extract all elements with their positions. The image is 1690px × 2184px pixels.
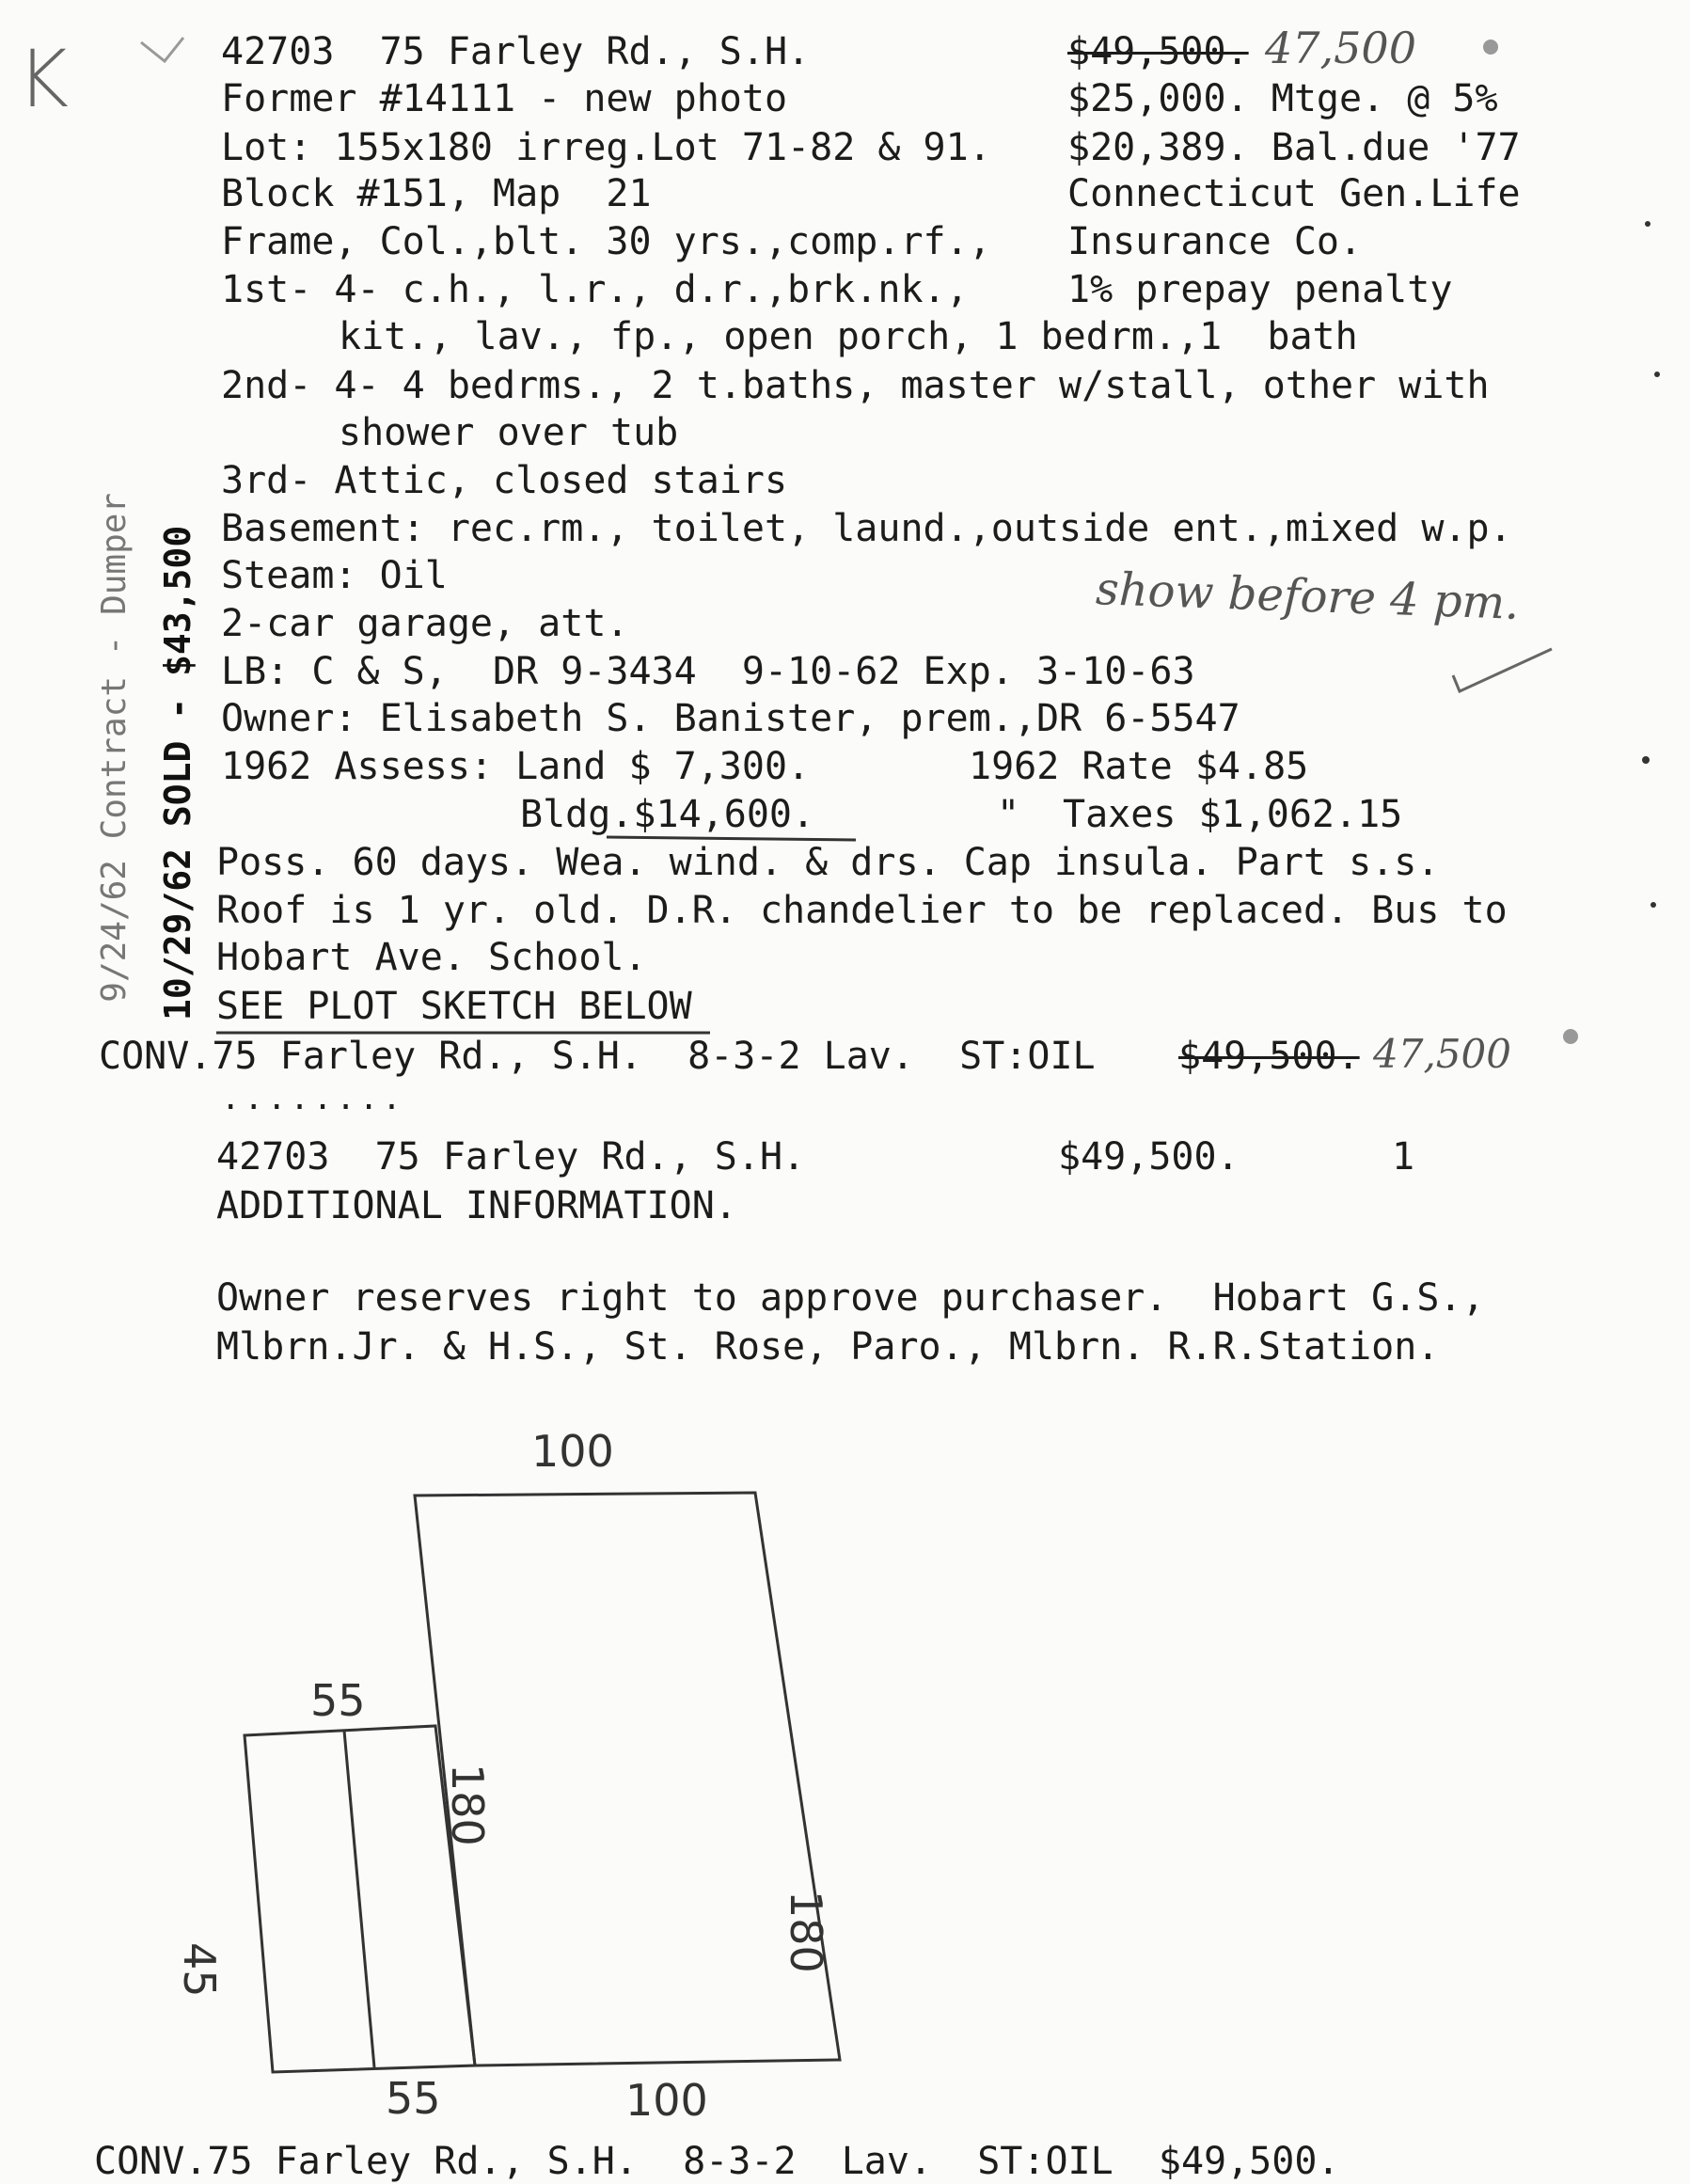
original-price: $49,500. (1067, 30, 1249, 73)
block-info: Block #151, Map 21 (221, 172, 652, 215)
handwritten-note: show before 4 pm. (1095, 562, 1521, 630)
conv-original-price: $49,500. (1178, 1035, 1360, 1078)
roof-info: Roof is 1 yr. old. D.R. chandelier to be replaced. Bus to (216, 889, 1508, 932)
balance-due: $20,389. Bal.due '77 (1067, 126, 1521, 169)
assess-bldg: Bldg.$14,600. (520, 793, 815, 836)
dim-right: 180 (781, 1891, 831, 1973)
see-plot-note: SEE PLOT SKETCH BELOW (216, 985, 692, 1028)
dim-left-side: 45 (174, 1942, 225, 1998)
garage-info: 2-car garage, att. (221, 602, 629, 645)
dim-bottom-right: 100 (625, 2075, 708, 2126)
lot-info: Lot: 155x180 irreg.Lot 71-82 & 91. (221, 126, 991, 169)
mortgage-info: $25,000. Mtge. @ 5% (1067, 77, 1498, 120)
additional-line-2: Mlbrn.Jr. & H.S., St. Rose, Paro., Mlbrn. R.R.Station. (216, 1325, 1440, 1369)
dim-middle: 180 (442, 1764, 493, 1846)
former-listing: Former #14111 - new photo (221, 77, 788, 120)
dim-top: 100 (531, 1426, 614, 1477)
listing-broker: LB: C & S, DR 9-3434 9-10-62 Exp. 3-10-63 (221, 650, 1195, 693)
second-floor-a: 2nd- 4- 4 bedrms., 2 t.baths, master w/stall, other with (221, 364, 1490, 407)
corner-letter: K (17, 33, 70, 125)
sale-stamp: 9/24/62 Contract - Dumper 10/29/62 SOLD - $43,500 (95, 492, 198, 1021)
third-floor: 3rd- Attic, closed stairs (221, 459, 788, 502)
dim-bottom-left: 55 (386, 2073, 441, 2124)
assess-rate: 1962 Rate $4.85 (969, 745, 1309, 788)
additional-heading: ADDITIONAL INFORMATION. (216, 1184, 737, 1227)
additional-line-1: Owner reserves right to approve purchaser. Hobart G.S., (216, 1276, 1485, 1320)
listing-id-line: 42703 75 Farley Rd., S.H. (221, 30, 811, 73)
conv-revised-price: 47,500 (1373, 1031, 1511, 1077)
owner-info: Owner: Elisabeth S. Banister, prem.,DR 6-5547 (221, 697, 1240, 740)
second-floor-b: shower over tub (339, 411, 679, 454)
additional-id-line: 42703 75 Farley Rd., S.H. (216, 1135, 806, 1179)
first-floor-b: kit., lav., fp., open porch, 1 bedrm.,1 bath (339, 315, 1358, 358)
conv-dots: ........ (221, 1080, 405, 1117)
basement-info: Basement: rec.rm., toilet, laund.,outside ent.,mixed w.p. (221, 507, 1512, 550)
lender-line-b: Insurance Co. (1067, 220, 1363, 263)
first-floor-a: 1st- 4- c.h., l.r., d.r.,brk.nk., (221, 268, 969, 311)
revised-price-top: 47,500 (1265, 23, 1416, 73)
dim-left-top: 55 (310, 1675, 366, 1726)
assess-land: 1962 Assess: Land $ 7,300. (221, 745, 811, 788)
conv-line: CONV.75 Farley Rd., S.H. 8-3-2 Lav. ST:OIL (99, 1035, 1096, 1078)
lender-line-a: Connecticut Gen.Life (1067, 172, 1521, 215)
additional-price: $49,500. (1058, 1135, 1240, 1179)
heat-info: Steam: Oil (221, 554, 448, 597)
plot-sketch (245, 1493, 840, 2072)
taxes-info: Taxes $1,062.15 (1063, 793, 1403, 836)
page-number: 1 (1392, 1135, 1415, 1179)
ditto-mark: " (997, 793, 1020, 836)
frame-info: Frame, Col.,blt. 30 yrs.,comp.rf., (221, 220, 991, 263)
footer-line: CONV.75 Farley Rd., S.H. 8-3-2 Lav. ST:OIL $49,500. (94, 2140, 1340, 2183)
school-info: Hobart Ave. School. (216, 936, 647, 979)
possession-info: Poss. 60 days. Wea. wind. & drs. Cap insula. Part s.s. (216, 841, 1440, 884)
prepay-penalty: 1% prepay penalty (1067, 268, 1453, 311)
